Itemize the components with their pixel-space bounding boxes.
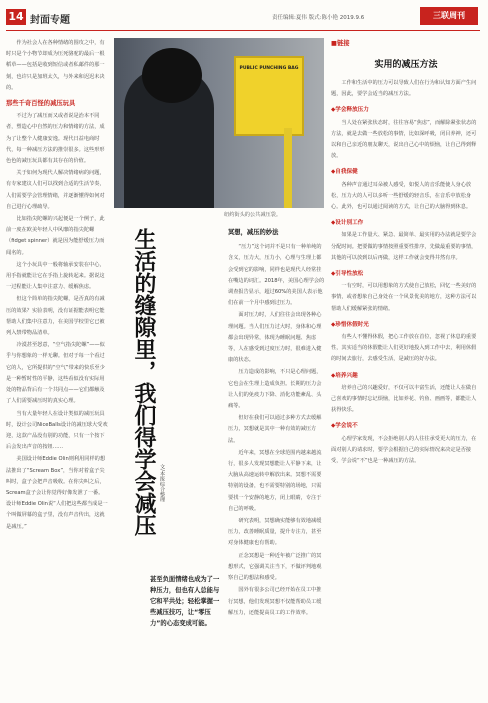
tip-heading: ◆设计别工作 [331, 220, 364, 227]
tip-heading: ◆自我保健 [331, 169, 358, 176]
tip-heading: ◆学会说不 [331, 423, 358, 430]
sidebar-tag: ■链接 [331, 40, 350, 47]
tip-text: 当人处在紧张状态时，往往容易“焦虑”，而解除紧张状态的方法，就是去做一些放松的事情，比如深呼吸，闭目养神，还可以和自己亲近的朋友聊天，说出自己心中的烦恼，让自己得到释放。 [331, 119, 477, 160]
tip-text: 心理学家发现，不会拒绝别人的人往往承受更大的压力，在面对别人的请求时，要学会根据自己的实际情况来决定是否接受，学会说“不”也是一种减压的方法。 [331, 435, 477, 465]
paragraph: 比如指尖陀螺的兴起便是一个例子，此前一度在欧美年轻人中风靡的指尖陀螺（fidget spinner）就是因为能舒缓压力而闻名的。 [6, 216, 105, 256]
paragraph: 面对压力时，人们往往会出现各种心理问题。当人们压力过大时，身体和心理都会出现异常，体现为睡眠问题、焦虑等，人在感受到过度压力时，很难进入健康的状态。 [228, 312, 322, 364]
sidebar-body [331, 78, 481, 467]
publication-logo: 三联周刊 [420, 7, 478, 25]
header-divider [6, 30, 480, 31]
paragraph: 但好在我们可以通过多种方式去缓解压力，冥想就是其中一种有效的减压方法。 [228, 415, 322, 444]
column-3 [228, 227, 326, 697]
column-heading: 冥想，减压的妙法 [228, 229, 279, 236]
editor-credits: 责任编辑:夏伟 版式:陈小艳 2019.9.6 [272, 15, 365, 21]
paragraph: 美国设计师Eddie Olin则利用同样的想法推出了“Scream Box”，当你对着盒子尖叫时，盒子会把声音吸收。在你尖叫之后，Scream盒子会让你觉得好像发泄了一番。设计师Eddie Olin说“人们把这些都当成是一个叫做屏幕的盒子里，没有声音传出，这就是减压。” [6, 456, 108, 530]
paragraph: 这个小玩具中一般将轴承安装在中心，用手指就能让它在手指上旋转起来。据说这一过程能让人集中注意力、缓解焦虑。 [6, 261, 105, 291]
sidebar-title: 实用的减压方法 [374, 60, 438, 70]
page-header [0, 0, 488, 34]
paragraph: 不过为了减压而又或者说是治本不同者，塑造心中自然的压力和情绪的方法，成为了让整个人健康安逸。现代日益电商时代，每一种减压方法的推崇很多。这些形形色色的减压玩具都有其存在的价值。 [6, 113, 105, 165]
section-title: 封面专题 [30, 15, 70, 26]
tip-text: 各种声音通过耳朵被人感受，如悦人的音乐能使人身心放松，压力大的人可以多听一些舒缓的轻音乐，在音乐中放松身心。此外，也可以通过阅读的方式，让自己的大脑得到休息。 [331, 181, 472, 211]
paragraph: 作为社会人在各种情绪的围攻之中，有时只是个小物节却成为压死骆驼的最后一根稻草——包括是收到短信或者私邮件的那一刻，也许只是加班太久，与外来和迟迟未决的。 [6, 40, 105, 91]
paragraph: 正念冥想是一种近年被广泛推广的冥想形式，它强调关注当下，不做评判地观察自己的想法和感受。 [228, 552, 322, 582]
tip-heading: ◆学会释放压力 [331, 107, 369, 114]
sidebar-intro: 工作和生活中的压力可以导致人们在行为和认知方面产生问题，因此，要学会适当的减压方法。 [331, 80, 477, 98]
column-1 [6, 38, 108, 698]
paragraph: 关于如何为现代人解决情绪病的问题，有专家建议人们可以找到合适的生活节奏，人们需要学会管理情绪，并逐渐懂得如何对自己进行心理疏导。 [6, 170, 105, 210]
tip-text: 培养自己的兴趣爱好，不仅可以丰富生活，还能让人在做自己喜欢的事情时忘记烦恼，比如养花、钓鱼、画画等，都能让人获得快乐。 [331, 384, 477, 414]
paragraph: 冷漠甚至怒意，“空气指尖陀螺”——似乎与你想象的一样无聊。但对于每一个看过它的人，它所提供的“空气”带来的快乐至少是一种暂时性的平静，这些看似没有实际用处的物品背后有一个共同点——它们都触及了人们需要减压时的真实心理。 [6, 342, 105, 405]
photo-caption: 纽约街头的公共减压袋。 [224, 212, 282, 218]
tip-text: 一有空时，可以用想象的方式使自己放松，回忆一些美好的事情，或者想象自己身处在一个风景优美的地方，这种方法可以帮助人们缓解紧张的情绪。 [331, 283, 477, 312]
yellow-post [284, 128, 292, 208]
box-label: PUBLIC PUNCHING BAG [239, 66, 299, 71]
tip-heading: ◆珍惜休假时光 [331, 321, 369, 328]
pull-quote: 甚至负面情绪也成为了一种压力，但也有人总能与它和平共处；轻松掌握一些减压技巧，让“零压力”的心态变成可能。 [150, 576, 220, 627]
paragraph: 近年来，冥想在全球范围内越来越流行，很多人发现冥想能让人平静下来，让大脑从高速运转中解放出来。冥想不需要特别的设备，也不需要特别的场地，只需要找一个安静的地方，闭上眼睛，专注于自己的呼吸。 [228, 449, 322, 512]
person-hair [142, 48, 202, 103]
subheading: 那些千奇百怪的减压玩具 [6, 100, 76, 108]
paragraph: 当有大量年轻人在设计类似的减压玩具时，设计公司NiceBalls设计的减压球大受欢迎，这款产品没有别的功能，只有一个按下后会发出声音的按钮…… [6, 410, 108, 451]
paragraph: 国外有很多公司已经开始在员工中推行冥想，他们发现冥想不仅能帮助员工缓解压力，还能提高员工的工作效率。 [228, 587, 322, 616]
byline: 文/本报综合整理 [159, 464, 165, 503]
paragraph: 压力造成的影响，不只是心理问题，它也会在生理上造成负担。长期的压力会让人们的免疫力下降、消化功能紊乱、头痛等。 [228, 369, 322, 410]
sidebar-tips [331, 38, 481, 698]
paragraph: “压力”这个词并不是只有一种单纯的含义，压力大，压力小，心理与生理上都会受到它的影响，同样也是现代人经常挂在嘴边的词汇。2018年，美国心理学会的调查报告显示，超过60%的美国人表示他们在前一个月中感到过压力。 [228, 244, 325, 307]
tip-text: 有些人不懂得休假，把心工作放在首位，忽视了休息的重要性，其实适当的休假能让人们更好地投入到工作中去，利用休假的时间去旅行，去感受生活，是减压的好办法。 [331, 334, 477, 363]
tip-heading: ◆引导性放松 [331, 271, 364, 278]
page-number: 14 [6, 9, 26, 25]
feature-title: 生活的缝隙里，我们得学会减压 [131, 228, 157, 536]
paragraph: 但这个简单的指尖陀螺，是否真的有减压的效果？实验表明，没有证据能表明它能帮助人们集中注意力，在美国学校里它已被列入禁带物品清单。 [6, 296, 105, 337]
feature-photo [114, 38, 324, 208]
tip-text: 如果是工作量大、紧急、最简单、最实用的办法就是要学会分配时间。把要做的事情按照重要性排序，先做最重要的事情，其他的可以放到以后再做，这样工作就会变得井然有序。 [331, 232, 477, 261]
punching-bag-box [234, 56, 304, 136]
tip-heading: ◆培养兴趣 [331, 372, 358, 379]
paragraph: 研究表明，冥想确实能够有效地减缓压力，改善睡眠质量，提升专注力，甚至对身体健康也有帮助。 [228, 518, 322, 547]
